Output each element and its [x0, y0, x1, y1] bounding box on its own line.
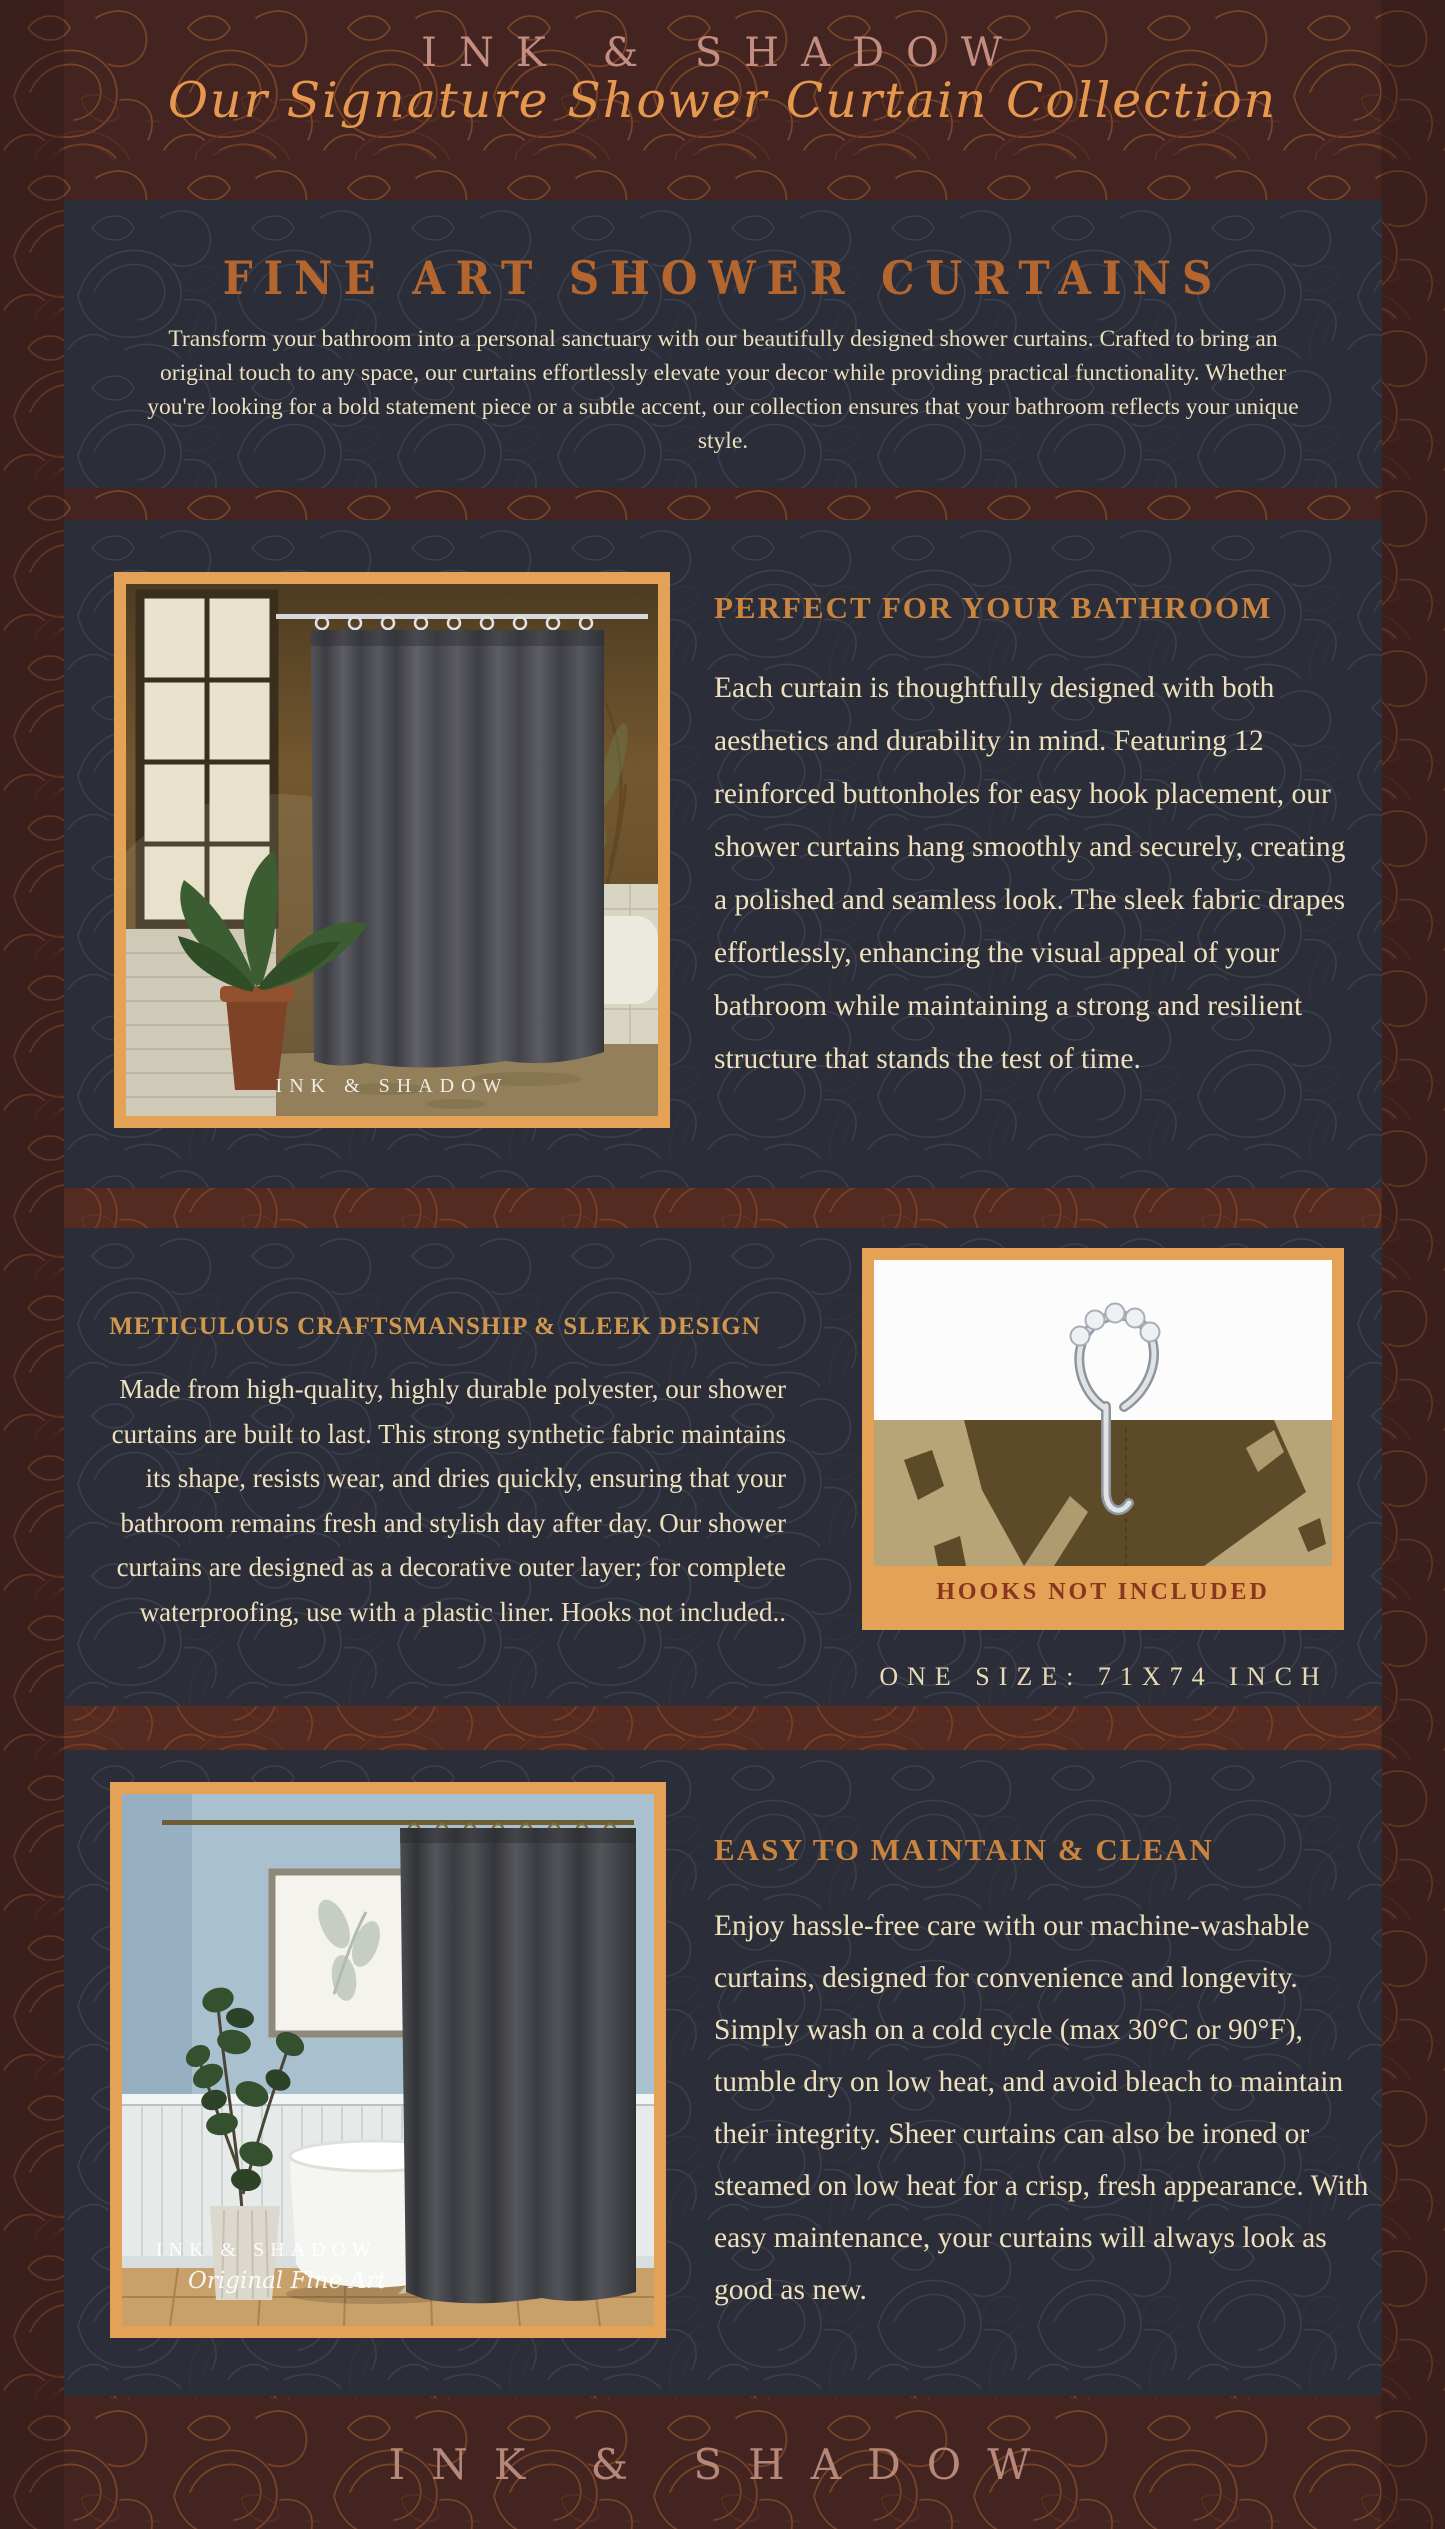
curtain-gathered-top — [400, 1828, 636, 1843]
photo-watermark-script: Original Fine Art — [188, 2268, 387, 2294]
hooks-caption-text: HOOKS NOT INCLUDED — [936, 1578, 1270, 1605]
section-heading-maintain: EASY TO MAINTAIN & CLEAN — [714, 1831, 1214, 1867]
curtain-hook-detail-photo — [874, 1260, 1332, 1566]
pot-rim — [220, 986, 294, 1002]
blue-bathroom-photo-frame — [110, 1782, 666, 2338]
divider-strip-2 — [64, 1706, 1382, 1750]
gray-shower-curtain — [311, 630, 604, 1068]
collection-tagline: Our Signature Shower Curtain Collection — [167, 72, 1278, 129]
section-heading-bathroom: PERFECT FOR YOUR BATHROOM — [714, 589, 1273, 625]
left-margin-shade — [0, 0, 64, 2529]
hooks-caption-band — [874, 1566, 1332, 1618]
section-body-craftsmanship: Made from high-quality, highly durable polyester, our shower curtains are built to last. This strong synthetic fabric maintains its shape, resists wear, and dries quickly, ensuring that your bathroom remains fresh and stylish day after day. Our shower curtains are designed as a decorative outer layer; for complete waterproofing, use with a plastic liner. Hooks not included.. — [111, 1374, 786, 1627]
blue-bathroom-curtain-photo — [122, 1794, 654, 2326]
vintage-bathroom-curtain-photo — [126, 584, 658, 1116]
curtain-rod — [162, 1820, 634, 1825]
photo-watermark: INK & SHADOW — [275, 1075, 509, 1097]
brand-footer: INK & SHADOW — [388, 2440, 1057, 2489]
curtain-gathered-top — [311, 630, 604, 646]
intro-body-text: Transform your bathroom into a personal sanctuary with our beautifully designed shower curtains. Crafted to bring an original touch to any space, our curtains effortlessly elevate your decor while providing practical functionality. Whether you're looking for a bold statement piece or a subtle accent, our collection ensures that your bathroom reflects your unique style. — [147, 325, 1299, 454]
feature-panel-maintain — [64, 1750, 1382, 2396]
feature-panel-bathroom — [64, 520, 1382, 1188]
photo-watermark: INK & SHADOW — [156, 2239, 377, 2261]
feature-panel-craftsmanship — [64, 1228, 1382, 1706]
right-margin-shade — [1381, 0, 1445, 2529]
section-heading-craftsmanship: METICULOUS CRAFTSMANSHIP & SLEEK DESIGN — [109, 1312, 761, 1340]
intro-panel — [64, 200, 1382, 488]
brand-title: INK & SHADOW — [421, 30, 1024, 76]
divider-strip-1 — [64, 1188, 1382, 1228]
hook-photo-frame — [862, 1248, 1344, 1630]
intro-title: FINE ART SHOWER CURTAINS — [222, 252, 1224, 306]
section-body-bathroom: Each curtain is thoughtfully designed with both aesthetics and durability in mind. Featuring 12 reinforced buttonholes for easy hook placement, our shower curtains hang smoothly and securely, creating a polished and seamless look. The sleek fabric drapes effortlessly, enhancing the visual appeal of your bathroom while maintaining a strong and resilient structure that stands the test of time. — [714, 671, 1346, 1075]
white-backdrop — [874, 1260, 1332, 1420]
section-body-maintain: Enjoy hassle-free care with our machine-washable curtains, designed for convenience and longevity. Simply wash on a cold cycle (max 30°C or 90°F), tumble dry on low heat, and avoid bleach to maintain their integrity. Sheer curtains can also be ironed or steamed on low heat for a crisp, fresh appearance. With easy maintenance, your curtains will always look as good as new. — [714, 1909, 1369, 2306]
shower-rod — [276, 614, 648, 619]
size-note: ONE SIZE: 71X74 INCH — [879, 1662, 1329, 1691]
dark-gray-curtain — [400, 1828, 636, 2303]
bathroom-photo-frame — [114, 572, 670, 1128]
